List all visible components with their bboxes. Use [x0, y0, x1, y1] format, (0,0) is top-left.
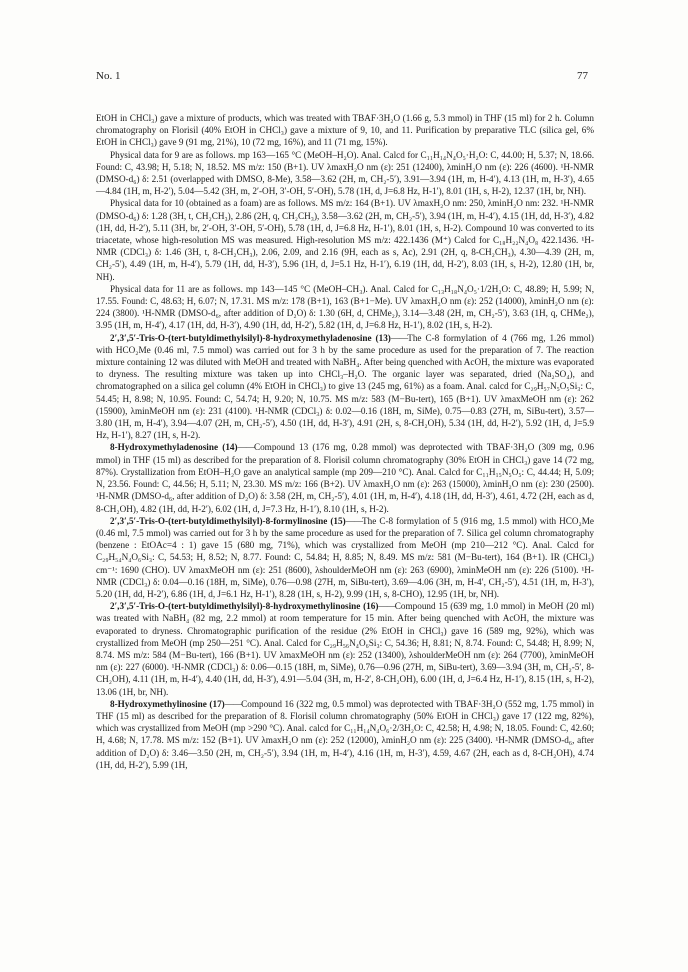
- section-title: 2′,3′,5′-Tris-O-(tert-butyldimethylsilyl)-8-formylinosine (15): [110, 515, 346, 526]
- running-head: [96, 70, 588, 86]
- paragraph-compound-10: [96, 197, 594, 282]
- paragraph-compound-14: [96, 441, 594, 514]
- paragraph-workup: [96, 112, 594, 149]
- paragraph-compound-9: [96, 149, 594, 198]
- paragraph-text: The C-8 formylation of 5 (916 mg, 1.5 mmol) with HCO₂Me (0.46 ml, 7.5 mmol) was carried out for 3 h by the same procedure as used for the preparation of 7. Silica gel column chromatography (benzene : EtOAc=4 : 1) gave 15 (680 mg, 71%), which was crystallized from MeOH (mp 210—212 °C). Anal. Calcd for C₂₉H₅₄N₄O₆Si₃: C, 54.53; H, 8.52; N, 8.77. Found: C, 54.84; H, 8.85; N, 8.49. MS m/z: 581 (M−Bu-tert), 164 (B+1). IR (CHCl₃) cm⁻¹: 1690 (CHO). UV λmaxMeOH nm (ε): 251 (8600), λshoulderMeOH nm (ε): 263 (6900), λminMeOH nm (ε): 226 (5100). ¹H-NMR (CDCl₃) δ: 0.04—0.16 (18H, m, SiMe), 0.76—0.98 (27H, m, SiBu-tert), 3.69—4.06 (3H, m, H-4′, CH₂-5′), 4.51 (1H, m, H-3′), 5.20 (1H, dd, H-2′), 6.86 (1H, d, J=6.1 Hz, H-1′), 8.28 (1H, s, H-2), 9.99 (1H, s, 8-CHO), 12.95 (1H, br, NH).: [96, 515, 595, 599]
- experimental-text: [96, 112, 594, 771]
- paragraph-text: Physical data for 10 (obtained as a foam) are as follows. MS m/z: 164 (B+1). UV λmaxH₂O nm: 250, λminH₂O nm: 232. ¹H-NMR (DMSO-d₆) δ: 1.28 (3H, t, CH₂CH₃), 2.86 (2H, q, CH₂CH₃), 3.58—3.62 (2H, m, CH₂-5′), 3.94 (1H, m, H-4′), 4.15 (1H, dd, H-3′), 4.82 (1H, dd, H-2′), 5.11 (3H, br, 2′-OH, 3′-OH, 5′-OH), 5.78 (1H, d, J=6.8 Hz, H-1′), 8.01 (1H, s, H-2). Compound 10 was converted to its triacetate, whose high-resolution MS was measured. High-resolution MS m/z: 422.1436 (M⁺) Calcd for C₁₈H₂₂N₄O₈ 422.1436. ¹H-NMR (CDCl₃) δ: 1.46 (3H, t, 8-CH₂CH₃), 2.06, 2.09, and 2.16 (9H, each as s, Ac), 2.91 (2H, q, 8-CH₂CH₃), 4.30—4.39 (2H, m, CH₂-5′), 4.49 (1H, m, H-4′), 5.79 (1H, dd, H-3′), 5.96 (1H, d, J=5.1 Hz, H-1′), 6.19 (1H, dd, H-2′), 8.03 (1H, s, H-2), 12.80 (1H, br, NH).: [96, 198, 594, 282]
- paragraph-text: Compound 16 (322 mg, 0.5 mmol) was deprotected with TBAF·3H₂O (552 mg, 1.75 mmol) in THF (15 ml) as described for the preparation of 8. Florisil column chromatography (50% EtOH in CHCl₃) gave 17 (122 mg, 82%), which was crystallized from MeOH (mp >290 °C). Anal. calcd for C₁₁H₁₄N₄O₆·2/3H₂O: C, 42.58; H, 4.98; N, 18.05. Found: C, 42.60; H, 4.68; N, 17.78. MS m/z: 152 (B+1). UV λmaxH₂O nm (ε): 252 (12000), λminH₂O nm (ε): 225 (3400). ¹H-NMR (DMSO-d₆, after addition of D₂O) δ: 3.46—3.50 (2H, m, CH₂-5′), 3.94 (1H, m, H-4′), 4.16 (1H, m, H-3′), 4.59, 4.67 (2H, each as d, 8-CH₂OH), 4.74 (1H, dd, H-2′), 5.99 (1H,: [96, 698, 595, 770]
- paragraph-text: Physical data for 9 are as follows. mp 163—165 °C (MeOH–H₂O). Anal. Calcd for C₁₁H₁₄N₄O₅·H₂O: C, 44.00; H, 5.37; N, 18.66. Found: C, 43.98; H, 5.18; N, 18.52. MS m/z: 150 (B+1). UV λmaxH₂O nm (ε): 251 (12400), λminH₂O nm (ε): 226 (4600). ¹H-NMR (DMSO-d₆) δ: 2.51 (overlapped with DMSO, 8-Me), 3.58—3.62 (2H, m, CH₂-5′), 3.91—3.94 (1H, m, H-4′), 4.13 (1H, m, H-3′), 4.65—4.84 (1H, m, H-2′), 5.04—5.42 (3H, m, 2′-OH, 3′-OH, 5′-OH), 5.78 (1H, d, J=6.8 Hz, H-1′), 8.01 (1H, s, H-2), 12.37 (1H, br, NH).: [96, 149, 594, 197]
- title-dash: ——: [390, 332, 408, 343]
- paragraph-text: Compound 15 (639 mg, 1.0 mmol) in MeOH (20 ml) was treated with NaBH₄ (82 mg, 2.2 mmol) at room temperature for 15 min. After being quenched with AcOH, the mixture was evaporated to dryness. Chromatographic purification of the residue (2% EtOH in CHCl₃) gave 16 (589 mg, 92%), which was crystallized from MeOH (mp 250—251 °C). Anal. Calcd for C₂₉H₅₆N₄O₆Si₃: C, 54.36; H, 8.81; N, 8.74. Found: C, 54.48; H, 8.99; N, 8.74. MS m/z: 584 (M−Bu-tert), 166 (B+1). UV λmaxMeOH nm (ε): 252 (13400), λshoulderMeOH nm (ε): 264 (7700), λminMeOH nm (ε): 227 (6000). ¹H-NMR (CDCl₃) δ: 0.06—0.15 (18H, m, SiMe), 0.76—0.96 (27H, m, SiBu-tert), 3.69—3.94 (3H, m, CH₂-5′, 8-CH₂OH), 4.11 (1H, m, H-4′), 4.40 (1H, dd, H-3′), 4.91—5.04 (3H, m, H-2′, 8-CH₂OH), 6.00 (1H, d, J=6.4 Hz, H-1′), 8.15 (1H, s, H-2), 13.06 (1H, br, NH).: [96, 601, 594, 697]
- title-dash: ——: [224, 698, 242, 709]
- paragraph-compound-16: [96, 600, 594, 698]
- section-title: 2′,3′,5′-Tris-O-(tert-butyldimethylsilyl)-8-hydroxymethyladenosine (13): [110, 332, 391, 343]
- section-title: 8-Hydroxymethyladenosine (14): [110, 442, 238, 453]
- paragraph-compound-11: [96, 283, 594, 332]
- paragraph-compound-13: [96, 332, 594, 442]
- title-dash: ——: [378, 601, 395, 612]
- paragraph-text: Physical data for 11 are as follows. mp 143—145 °C (MeOH–CH₃). Anal. Calcd for C₁₃H₁₈N₄O₅·1/2H₂O: C, 48.89; H, 5.99; N, 17.55. Found: C, 48.63; H, 6.07; N, 17.31. MS m/z: 178 (B+1), 163 (B+1−Me). UV λmaxH₂O nm (ε): 252 (14000), λminH₂O nm (ε): 224 (3800). ¹H-NMR (DMSO-d₆, after addition of D₂O) δ: 1.30 (6H, d, CHMe₂), 3.14—3.48 (2H, m, CH₂-5′), 3.63 (1H, q, CHMe₂), 3.95 (1H, m, H-4′), 4.17 (1H, dd, H-3′), 4.90 (1H, dd, H-2′), 5.82 (1H, d, J=6.8 Hz, H-1′), 8.02 (1H, s, H-2).: [96, 283, 594, 331]
- title-dash: ——: [345, 515, 363, 526]
- section-title: 8-Hydroxymethylinosine (17): [110, 698, 225, 709]
- paragraph-text: Compound 13 (176 mg, 0.28 mmol) was deprotected with TBAF·3H₂O (309 mg, 0.96 mmol) in THF (15 ml) as described for the preparation of 8. Florisil column chromatography (30% EtOH in CHCl₃) gave 14 (72 mg, 87%). Crystallization from EtOH–H₂O gave an analytical sample (mp 209—210 °C). Anal. Calcd for C₁₁H₁₅N₅O₅: C, 44.44; H, 5.09; N, 23.56. Found: C, 44.56; H, 5.11; N, 23.30. MS m/z: 166 (B+2). UV λmaxH₂O nm (ε): 263 (15000), λminH₂O nm (ε): 230 (2500). ¹H-NMR (DMSO-d₆, after addition of D₂O) δ: 3.58 (2H, m, CH₂-5′), 4.01 (1H, m, H-4′), 4.18 (1H, dd, H-3′), 4.61, 4.72 (2H, each as d, 8-CH₂OH), 4.82 (1H, dd, H-2′), 6.02 (1H, d, J=7.3 Hz, H-1′), 8.10 (1H, s, H-2).: [96, 442, 594, 514]
- issue-number: No. 1: [96, 70, 121, 82]
- paragraph-compound-17: [96, 698, 594, 771]
- paragraph-text: The C-8 formylation of 4 (766 mg, 1.26 mmol) with HCO₂Me (0.46 ml, 7.5 mmol) was carried out for 3 h by the same procedure as used for the preparation of 7. The reaction mixture containing 12 was diluted with MeOH and treated with NaBH₄. After being quenched with AcOH, the mixture was evaporated to dryness. The resulting mixture was taken up into CHCl₃–H₂O. The organic layer was separated, dried (Na₂SO₄), and chromatographed on a silica gel column (4% EtOH in CHCl₃) to give 13 (245 mg, 61%) as a foam. Anal. calcd for C₂₉H₅₇N₅O₅Si₃: C, 54.45; H, 8.98; N, 10.95. Found: C, 54.74; H, 9.20; N, 10.75. MS m/z: 583 (M−Bu-tert), 165 (B+1). UV λmaxMeOH nm (ε): 262 (15900), λminMeOH nm (ε): 231 (4100). ¹H-NMR (CDCl₃) δ: 0.02—0.16 (18H, m, SiMe), 0.75—0.83 (27H, m, SiBu-tert), 3.57—3.80 (1H, m, H-4′), 3.94—4.07 (2H, m, CH₂-5′), 4.50 (1H, dd, H-3′), 4.91 (2H, s, 8-CH₂OH), 5.34 (1H, dd, H-2′), 5.92 (1H, d, J=5.9 Hz, H-1′), 8.27 (1H, s, H-2).: [96, 332, 594, 441]
- page-number: 77: [577, 70, 588, 82]
- paragraph-compound-15: [96, 515, 594, 600]
- title-dash: ——: [237, 442, 254, 453]
- section-title: 2′,3′,5′-Tris-O-(tert-butyldimethylsilyl)-8-hydroxymethylinosine (16): [110, 601, 379, 612]
- paragraph-text: EtOH in CHCl₃) gave a mixture of products, which was treated with TBAF·3H₂O (1.66 g, 5.3 mmol) in THF (15 ml) for 2 h. Column chromatography on Florisil (40% EtOH in CHCl₃) gave a mixture of 9, 10, and 11. Purification by preparative TLC (silica gel, 6% EtOH in CHCl₃) gave 9 (91 mg, 21%), 10 (72 mg, 16%), and 11 (71 mg, 15%).: [96, 113, 594, 148]
